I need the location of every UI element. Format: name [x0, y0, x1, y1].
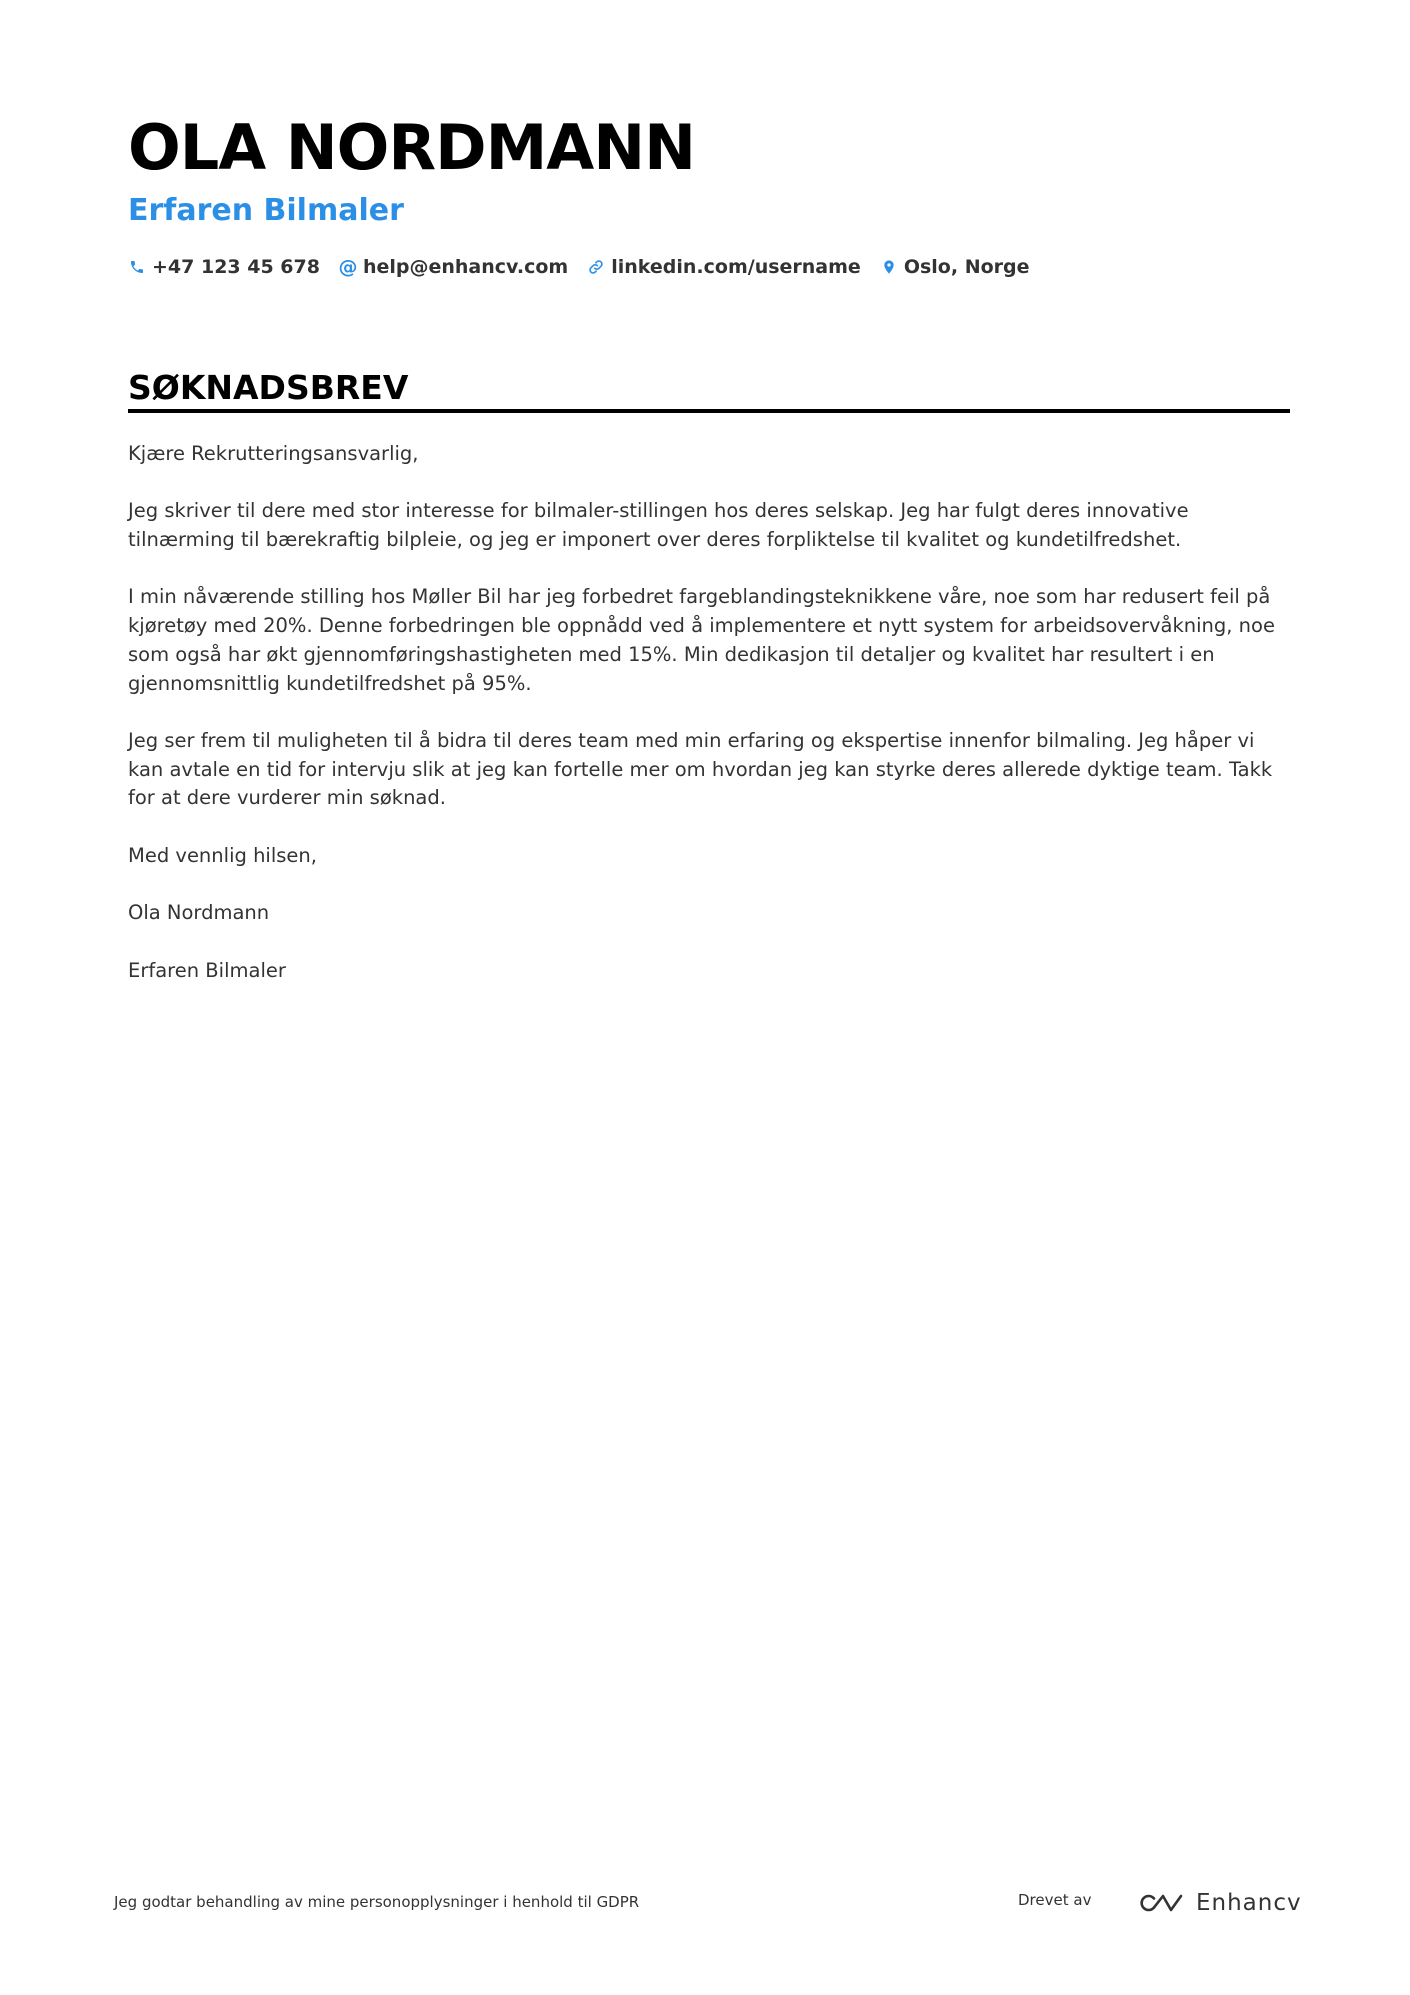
contact-location-text: Oslo, Norge: [903, 256, 1030, 278]
contact-bar: [128, 252, 1049, 282]
location-icon: [880, 258, 898, 276]
contact-phone-text: +47 123 45 678: [152, 256, 320, 278]
powered-by-label: Drevet av: [1018, 1891, 1092, 1909]
applicant-name: OLA NORDMANN: [128, 111, 696, 184]
letter-greeting: Kjære Rekrutteringsansvarlig,: [128, 442, 419, 465]
phone-icon: [128, 258, 146, 276]
letter-closing: Med vennlig hilsen,: [128, 843, 317, 867]
letter-paragraph: I min nåværende stilling hos Møller Bil har jeg forbedret fargeblandingsteknikkene våre, noe som har redusert feil på kjøretøy med 20%. Denne forbedringen ble oppnådd ved å implementere et nytt system for arbeidsovervåkning, noe som også har økt gjennomføringshastigheten med 15%. Min dedikasjon til detaljer og kvalitet har resultert i en gjennomsnittlig kundetilfredshet på 95%.: [128, 585, 1275, 695]
contact-email[interactable]: [339, 256, 568, 278]
section-divider: [128, 409, 1290, 413]
at-icon: @: [338, 256, 358, 278]
link-icon: [587, 258, 605, 276]
brand-logo[interactable]: [1138, 1890, 1302, 1916]
gdpr-consent-text: Jeg godtar behandling av mine personopplysninger i henhold til GDPR: [114, 1893, 640, 1911]
contact-linkedin-text: linkedin.com/username: [611, 256, 861, 278]
contact-email-text: help@enhancv.com: [362, 256, 569, 278]
letter-body: [128, 440, 1290, 1014]
letter-paragraph: Jeg skriver til dere med stor interesse for bilmaler-stillingen hos deres selskap. Jeg har fulgt deres innovative tilnærming til bærekraftig bilpleie, og jeg er imponert over deres forpliktelse til kvalitet og kundetilfredshet.: [128, 499, 1189, 552]
letter-paragraph: Jeg ser frem til muligheten til å bidra til deres team med min erfaring og ekspertise innenfor bilmaling. Jeg håper vi kan avtale en tid for intervju slik at jeg kan fortelle mer om hvordan jeg kan styrke deres allerede dyktige team. Takk for at dere vurderer min søknad.: [128, 728, 1273, 810]
enhancv-logo-icon: [1138, 1890, 1184, 1916]
contact-phone[interactable]: [128, 256, 320, 278]
contact-location: [880, 256, 1030, 278]
contact-linkedin[interactable]: [587, 256, 861, 278]
applicant-title: Erfaren Bilmaler: [128, 193, 404, 228]
brand-name: Enhancv: [1196, 1890, 1302, 1916]
signature-title: Erfaren Bilmaler: [128, 958, 286, 982]
section-title: SØKNADSBREV: [128, 368, 409, 407]
signature-name: Ola Nordmann: [128, 901, 270, 925]
